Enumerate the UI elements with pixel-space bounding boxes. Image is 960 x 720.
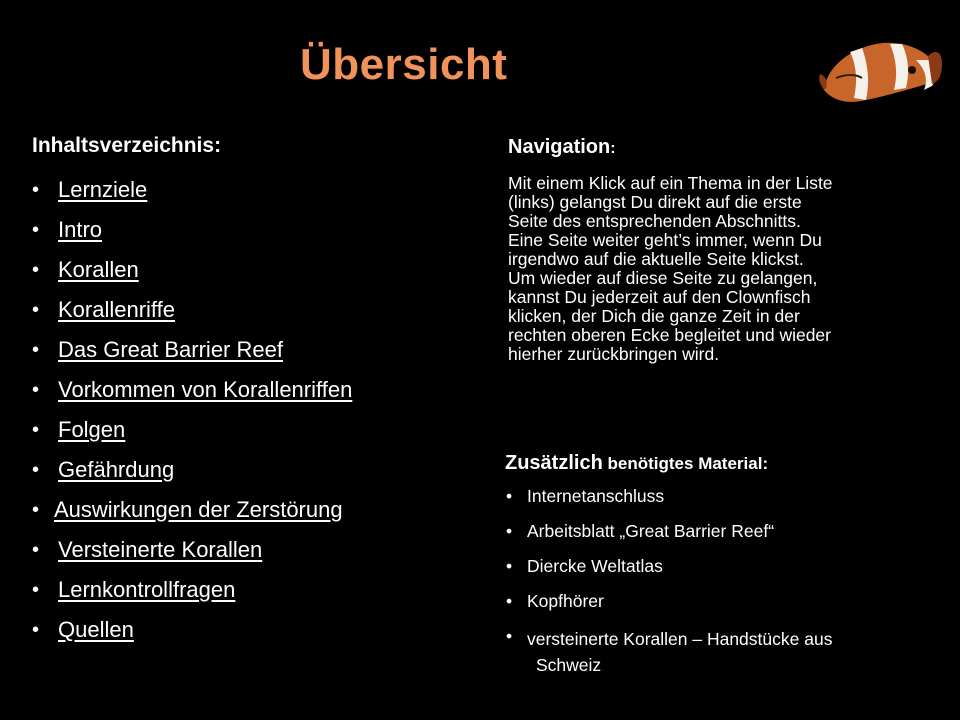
- material-heading: [505, 452, 768, 475]
- toc-item: [32, 610, 352, 650]
- bullet: •: [506, 486, 513, 506]
- navigation-line: Um wieder auf diese Seite zu gelangen,: [508, 268, 818, 288]
- toc-list: [32, 170, 352, 650]
- toc-link-lernziele[interactable]: Lernziele: [58, 177, 148, 202]
- material-item-continuation: Schweiz: [536, 655, 602, 675]
- bullet: •: [506, 556, 513, 576]
- toc-link-gefaehrdung[interactable]: Gefährdung: [58, 457, 175, 482]
- material-item-text: Internetanschluss: [527, 486, 665, 506]
- toc-item: [32, 370, 352, 410]
- toc-link-folgen[interactable]: Folgen: [58, 417, 126, 442]
- toc-link-auswirkungen[interactable]: Auswirkungen der Zerstörung: [54, 497, 343, 522]
- material-item: [506, 521, 946, 542]
- toc-link-versteinerte-korallen[interactable]: Versteinerte Korallen: [58, 537, 263, 562]
- bullet: •: [32, 179, 40, 201]
- navigation-line: (links) gelangst Du direkt auf die erste: [508, 192, 802, 212]
- bullet: •: [506, 626, 513, 646]
- toc-item: [32, 450, 352, 490]
- material-item-line: versteinerte Korallen – Handstücke aus: [527, 629, 833, 649]
- toc-item: [32, 490, 352, 530]
- bullet: •: [32, 579, 40, 601]
- material-heading-rest: benötigtes Material:: [602, 454, 769, 473]
- toc-link-vorkommen[interactable]: Vorkommen von Korallenriffen: [58, 377, 353, 402]
- bullet: •: [32, 299, 40, 321]
- navigation-text: [508, 174, 938, 364]
- bullet: •: [506, 521, 513, 541]
- navigation-heading-text: Navigation: [508, 136, 611, 158]
- material-item: [506, 486, 946, 507]
- navigation-line: Mit einem Klick auf ein Thema in der Liste: [508, 173, 833, 193]
- toc-link-intro[interactable]: Intro: [58, 217, 103, 242]
- clownfish-icon[interactable]: [816, 30, 944, 110]
- navigation-heading: [508, 136, 616, 159]
- navigation-line: hierher zurückbringen wird.: [508, 344, 720, 364]
- navigation-line: rechten oberen Ecke begleitet und wieder: [508, 325, 831, 345]
- navigation-heading-colon: :: [610, 140, 616, 157]
- material-item: [506, 591, 946, 612]
- bullet: •: [32, 379, 40, 401]
- material-heading-main: Zusätzlich: [505, 452, 603, 474]
- navigation-line: Eine Seite weiter geht’s immer, wenn Du: [508, 230, 822, 250]
- material-item: [506, 626, 946, 678]
- toc-heading: Inhaltsverzeichnis:: [32, 134, 222, 157]
- toc-link-korallenriffe[interactable]: Korallenriffe: [58, 297, 175, 322]
- bullet: •: [32, 259, 40, 281]
- material-item-text: Diercke Weltatlas: [527, 556, 663, 576]
- bullet: •: [32, 619, 40, 641]
- material-item-text: Kopfhörer: [527, 591, 604, 611]
- navigation-line: irgendwo auf die aktuelle Seite klickst.: [508, 249, 804, 269]
- material-item: [506, 556, 946, 577]
- toc-item: [32, 410, 352, 450]
- bullet: •: [506, 591, 513, 611]
- material-item-text: Arbeitsblatt „Great Barrier Reef“: [527, 521, 775, 541]
- toc-link-great-barrier-reef[interactable]: Das Great Barrier Reef: [58, 337, 283, 362]
- toc-item: [32, 570, 352, 610]
- material-item-text: [527, 626, 946, 678]
- toc-item: [32, 250, 352, 290]
- toc-item: [32, 330, 352, 370]
- navigation-line: kannst Du jederzeit auf den Clownfisch: [508, 287, 811, 307]
- toc-item: [32, 170, 352, 210]
- toc-link-lernkontrollfragen[interactable]: Lernkontrollfragen: [58, 577, 236, 602]
- toc-link-quellen[interactable]: Quellen: [58, 617, 134, 642]
- bullet: •: [32, 419, 40, 441]
- toc-link-korallen[interactable]: Korallen: [58, 257, 139, 282]
- slide-title: Übersicht: [300, 40, 508, 89]
- toc-item: [32, 210, 352, 250]
- toc-item: [32, 530, 352, 570]
- bullet: •: [32, 499, 40, 521]
- bullet: •: [32, 339, 40, 361]
- navigation-line: Seite des entsprechenden Abschnitts.: [508, 211, 801, 231]
- bullet: •: [32, 539, 40, 561]
- material-list: [506, 486, 946, 692]
- bullet: •: [32, 219, 40, 241]
- bullet: •: [32, 459, 40, 481]
- navigation-line: klicken, der Dich die ganze Zeit in der: [508, 306, 800, 326]
- toc-item: [32, 290, 352, 330]
